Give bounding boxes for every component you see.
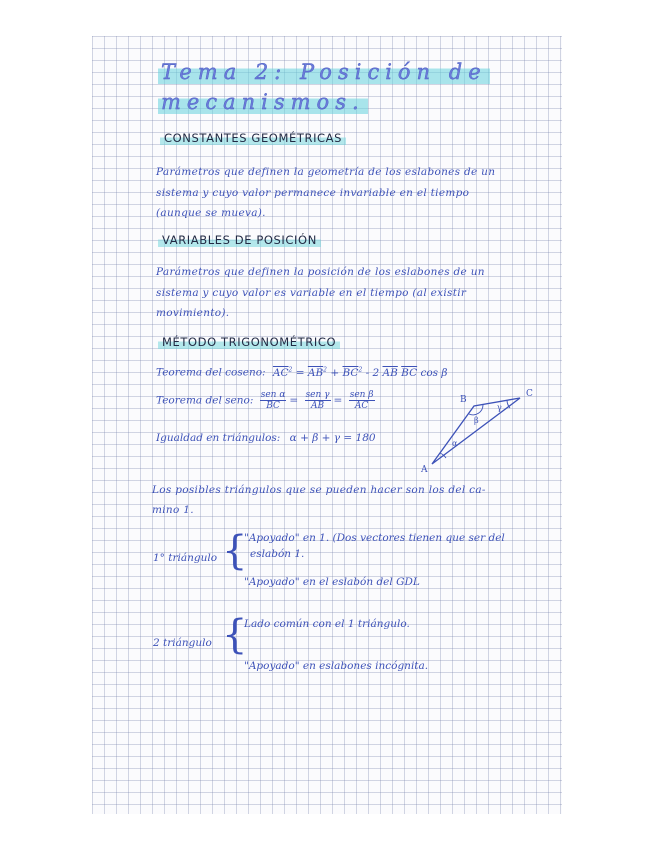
constantes-line-2: sistema y cuyo valor permanece invariable en el tiempo [156, 187, 470, 199]
heading-variables: VARIABLES DE POSICIÓN [158, 233, 321, 247]
triangulo2-item2: "Apoyado" en eslabones incógnita. [244, 660, 429, 672]
igualdad-equation: α + β + γ = 180 [289, 432, 376, 444]
triangle-diagram [418, 384, 542, 476]
triangulo2-label: 2 triángulo [153, 637, 212, 649]
coseno-equation: $\overline{AC}^2 = \overline{AB}^2 + \overline{BC}^2 - 2$ $\overline{AB}$ $\overline{BC}$ cos β [272, 366, 448, 379]
triangulo2-item1: Lado común con el 1 triángulo. [244, 618, 410, 630]
constantes-line-3: (aunque se mueva). [156, 207, 266, 219]
triangulo1-item1-line2: eslabón 1. [250, 548, 305, 560]
teorema-coseno [156, 366, 447, 379]
coseno-label: Teorema del coseno: [156, 366, 266, 379]
vertex-a-label: A [421, 465, 428, 475]
heading-constantes: CONSTANTES GEOMÉTRICAS [160, 131, 346, 145]
igualdad-triangulos [156, 432, 376, 444]
variables-line-2: sistema y cuyo valor es variable en el tiempo (al existir [156, 287, 467, 299]
variables-line-3: movimiento). [156, 307, 230, 319]
variables-line-1: Parámetros que definen la posición de los eslabones de un [156, 266, 485, 278]
seno-label: Teorema del seno: [156, 394, 254, 407]
triangle-shape [432, 398, 520, 464]
page-title-line2: mecanismos. [158, 90, 368, 114]
seno-frac-3: $\frac{\text{sen β}}{AC}$ [349, 390, 374, 411]
triangulo1-item2: "Apoyado" en el eslabón del GDL [244, 576, 420, 588]
page-title-line1: Tema 2: Posición de [158, 60, 490, 84]
brace-1: { [222, 528, 248, 574]
constantes-line-1: Parámetros que definen la geometría de los eslabones de un [156, 166, 496, 178]
seno-frac-1: $\frac{\text{sen α}}{BC}$ [260, 390, 286, 411]
triangulo1-item1-line1: "Apoyado" en 1. (Dos vectores tienen que ser del [244, 532, 505, 544]
angle-alpha-label: α [452, 439, 458, 448]
angle-gamma-label: γ [497, 403, 502, 412]
triangulo1-label: 1° triángulo [153, 552, 218, 564]
posibles-line-1: Los posibles triángulos que se pueden hacer son los del ca- [152, 484, 486, 496]
posibles-line-2: mino 1. [152, 504, 194, 516]
angle-beta-label: β [474, 416, 479, 425]
heading-metodo: MÉTODO TRIGONOMÉTRICO [158, 335, 340, 349]
igualdad-label: Igualdad en triángulos: [156, 432, 281, 444]
teorema-seno: Teorema del seno: $\frac{\text{sen α}}{BC}$ = $\frac{\text{sen γ}}{AB}$ = $\frac{\text{sen β}}{AC}$ [156, 390, 374, 411]
vertex-b-label: B [460, 395, 467, 405]
vertex-c-label: C [526, 389, 533, 399]
brace-2: { [222, 612, 248, 658]
seno-frac-2: $\frac{\text{sen γ}}{AB}$ [305, 390, 330, 411]
